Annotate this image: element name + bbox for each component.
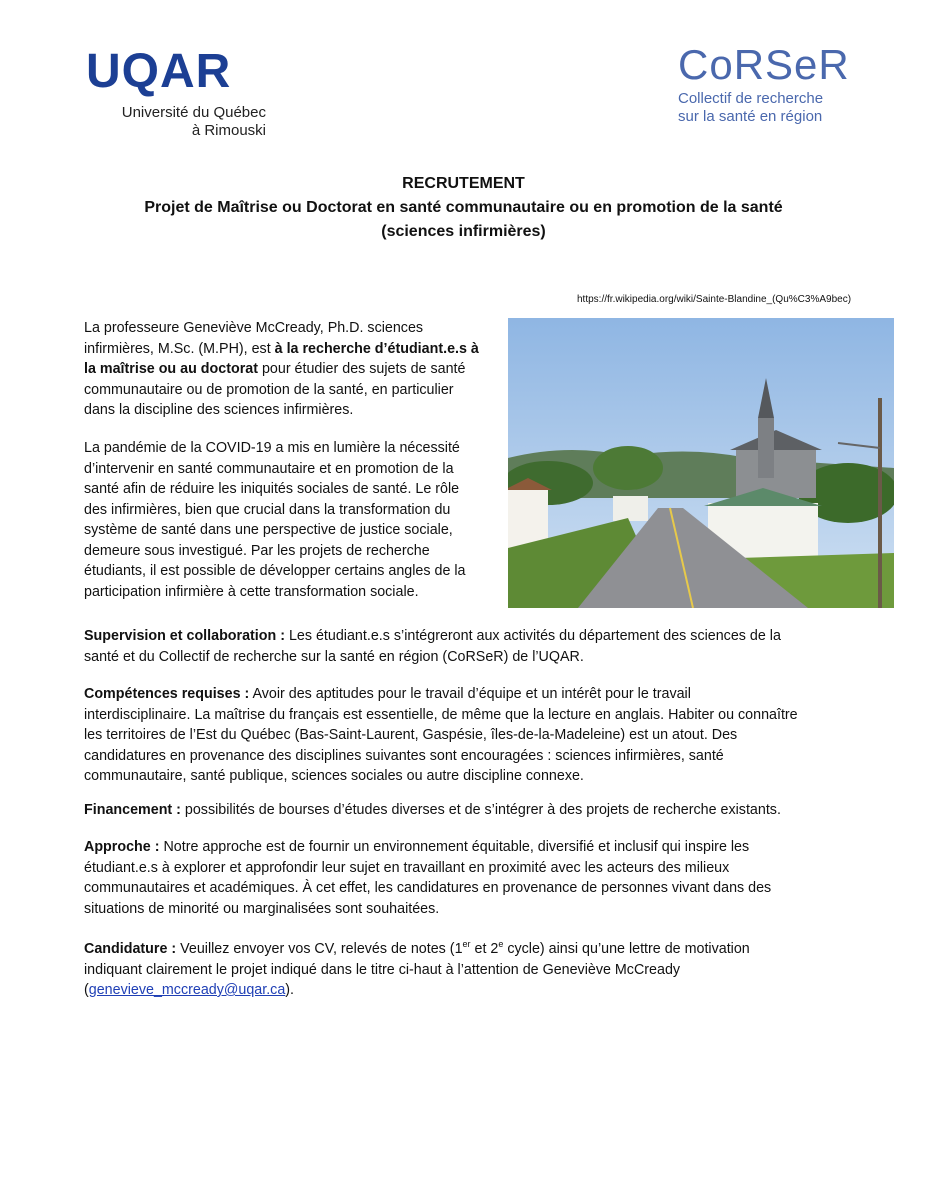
text-span: Avoir des aptitudes pour le travail d’équipe et un intérêt pour le travail xyxy=(249,686,691,702)
document-title-block xyxy=(60,172,867,244)
email-link[interactable]: genevieve_mccready@uqar.ca xyxy=(88,982,286,998)
bold-span: la maîtrise ou au doctorat xyxy=(84,361,258,377)
superscript: e xyxy=(498,939,504,950)
text-line: d’intervenir en santé communautaire et en promotion de la xyxy=(84,460,454,477)
section-label: Approche : xyxy=(84,839,160,855)
corser-subtitle-line2: sur la santé en région xyxy=(678,108,823,125)
corser-logo-subtitle xyxy=(678,90,878,126)
covid-paragraph xyxy=(84,438,499,602)
text-line xyxy=(84,359,499,380)
section-label: Candidature : xyxy=(84,941,177,957)
text-line: candidatures en provenance des disciplines suivantes sont encouragées : sciences infirmières, santé xyxy=(84,747,724,764)
section-label: Compétences requises : xyxy=(84,686,250,702)
village-photo xyxy=(508,318,894,608)
bold-span: à la recherche d’étudiant.e.s à xyxy=(274,340,479,357)
text-line: dans la discipline des sciences infirmières. xyxy=(84,402,354,418)
financement-paragraph xyxy=(84,800,844,821)
image-source-caption: https://fr.wikipedia.org/wiki/Sainte-Blandine_(Qu%C3%A9bec) xyxy=(577,294,852,305)
uqar-subtitle-line1: Université du Québec xyxy=(121,104,266,121)
text-line: situations de minorité ou marginalisées sont souhaitées. xyxy=(84,900,440,917)
uqar-logo-subtitle xyxy=(86,104,266,140)
text-line: participation infirmière à cette transformation sociale. xyxy=(84,583,419,600)
competences-paragraph xyxy=(84,684,844,787)
corser-subtitle-line1: Collectif de recherche xyxy=(678,90,824,107)
text-line xyxy=(84,837,844,858)
text-line xyxy=(84,800,844,821)
text-span: infirmières, M.Sc. (M.PH), est xyxy=(84,340,275,357)
text-span: possibilités de bourses d’études diverses et de s’intégrer à des projets de recherche existants. xyxy=(180,802,781,818)
text-line: communautaire ou de promotion de la santé, en particulier xyxy=(84,381,454,398)
uqar-logo xyxy=(86,45,266,140)
text-span: ). xyxy=(285,982,295,998)
text-span: pour étudier des sujets de santé xyxy=(258,361,466,377)
uqar-subtitle-line2: à Rimouski xyxy=(191,122,266,139)
text-line: La professeure Geneviève McCready, Ph.D. sciences xyxy=(84,320,424,336)
section-label: Supervision et collaboration : xyxy=(84,628,285,644)
text-line: demeure sous investigué. Par les projets de recherche xyxy=(84,542,430,559)
text-span: ( xyxy=(84,982,89,998)
text-span: et 2 xyxy=(470,941,499,957)
supervision-paragraph xyxy=(84,626,844,667)
corser-logo xyxy=(678,42,878,126)
candidature-paragraph xyxy=(84,939,844,1001)
text-span: Notre approche est de fournir un environnement équitable, diversifié et inclusif qui inspire les xyxy=(159,839,750,855)
text-line: La pandémie de la COVID-19 a mis en lumière la nécessité xyxy=(84,440,460,456)
text-line: système de santé dans une perspective de justice sociale, xyxy=(84,522,453,538)
text-line: étudiant.e.s à explorer et approfondir leur sujet en travaillant en proximité avec les acteurs des milieux xyxy=(84,859,730,876)
text-line xyxy=(84,626,844,647)
document-subtitle-line1: Projet de Maîtrise ou Doctorat en santé communautaire ou en promotion de la santé xyxy=(144,199,783,216)
text-line: santé afin de réduire les iniquités sociales de santé. Le rôle xyxy=(84,481,460,497)
text-line: interdisciplinaire. La maîtrise du français est essentielle, de même que la lecture en anglais. Habiter ou connaître xyxy=(84,706,798,723)
superscript: er xyxy=(462,939,471,950)
text-span: Les étudiant.e.s s’intégreront aux activités du département des sciences de la xyxy=(284,628,781,644)
text-line: santé et du Collectif de recherche sur la santé en région (CoRSeR) de l’UQAR. xyxy=(84,648,584,665)
text-line: étudiants, il est possible de développer certains angles de la xyxy=(84,563,466,579)
text-line: les territoires de l’Est du Québec (Bas-Saint-Laurent, Gaspésie, îles-de-la-Madeleine) est un atout. Des xyxy=(84,727,738,743)
text-line xyxy=(84,939,844,960)
document-subtitle-line2: (sciences infirmières) xyxy=(381,223,546,240)
text-line: communautaires et académiques. À cet effet, les candidatures en provenance de personnes vivant dans des xyxy=(84,880,772,896)
text-line: des infirmières, bien que crucial dans la transformation du xyxy=(84,501,451,518)
text-line xyxy=(84,980,844,1001)
text-span: cycle) ainsi qu’une lettre de motivation xyxy=(503,941,750,957)
approche-paragraph xyxy=(84,837,844,919)
text-line: indiquant clairement le projet indiqué dans le titre ci-haut à l’attention de Geneviève McCready xyxy=(84,961,681,978)
text-line xyxy=(84,684,844,705)
corser-logo-wordmark: CoRSeR xyxy=(678,41,850,88)
text-line xyxy=(84,339,499,360)
section-label: Financement : xyxy=(84,802,181,818)
document-title: RECRUTEMENT xyxy=(402,175,525,192)
text-span: Veuillez envoyer vos CV, relevés de notes (1 xyxy=(176,941,463,957)
uqar-logo-wordmark: UQAR xyxy=(86,45,232,98)
intro-paragraph xyxy=(84,318,499,421)
text-line: communautaire, santé publique, sciences sociales ou autre discipline connexe. xyxy=(84,768,584,784)
